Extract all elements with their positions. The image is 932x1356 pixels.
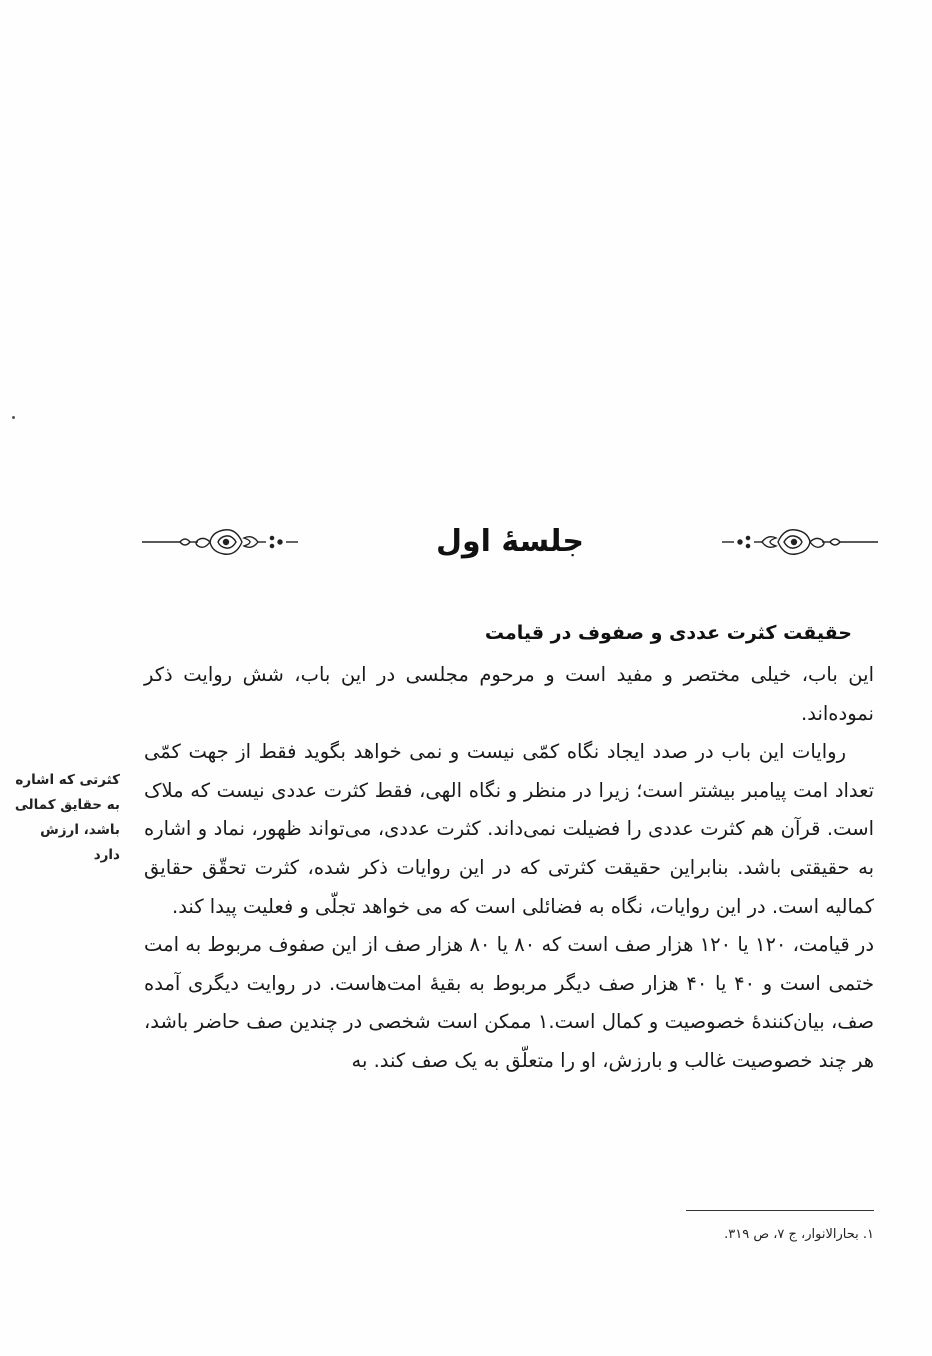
chapter-title: جلسهٔ اول [436,524,584,559]
footnote-divider [686,1210,874,1211]
paragraph-1: این باب، خیلی مختصر و مفید است و مرحوم مجلسی در این باب، شش روایت ذکر نموده‌اند. [144,663,874,725]
footnote-1: ۱. بحارالانوار، ج ۷، ص ۳۱۹. [724,1227,874,1242]
body-text [144,656,874,1081]
section-heading: حقیقت کثرت عددی و صفوف در قیامت [484,622,852,644]
ornament-left-icon [140,522,300,562]
chapter-title-row [140,512,880,572]
scan-speck [12,416,15,419]
margin-note: کثرتی که اشاره به حقایق کمالی باشد، ارزش دارد [14,772,120,863]
paragraph-2: روایات این باب در صدد ایجاد نگاه کمّی نیست و نمی خواهد بگوید فقط از جهت کمّی تعداد امت پیامبر بیشتر است؛ زیرا در منظر و نگاه الهی، فقط کثرت عددی نیست که ملاک است. قرآن هم کثرت عددی را فضیلت نمی‌داند. کثرت عددی، می‌تواند ظهور، نماد و اشاره به حقیقتی باشد. بنابراین حقیقت کثرتی که در این روایات ذکر شده، کثرت تحقّق حقایق کمالیه است. در این روایات، نگاه به فضائلی است که می خواهد تجلّی و فعلیت پیدا کند. [144,740,874,918]
paragraph-3: در قیامت، ۱۲۰ یا ۱۲۰ هزار صف است که ۸۰ یا ۸۰ هزار صف از این صفوف مربوط به امت ختمی است و ۴۰ یا ۴۰ هزار صف دیگر مربوط به بقیهٔ امت‌هاست. در روایت دیگری آمده صف، بیان‌کنندهٔ خصوصیت و کمال است.۱ ممکن است شخصی در چندین صف حاضر باشد، هر چند خصوصیت غالب و بارزش، او را متعلّق به یک صف کند. به [144,933,875,1072]
